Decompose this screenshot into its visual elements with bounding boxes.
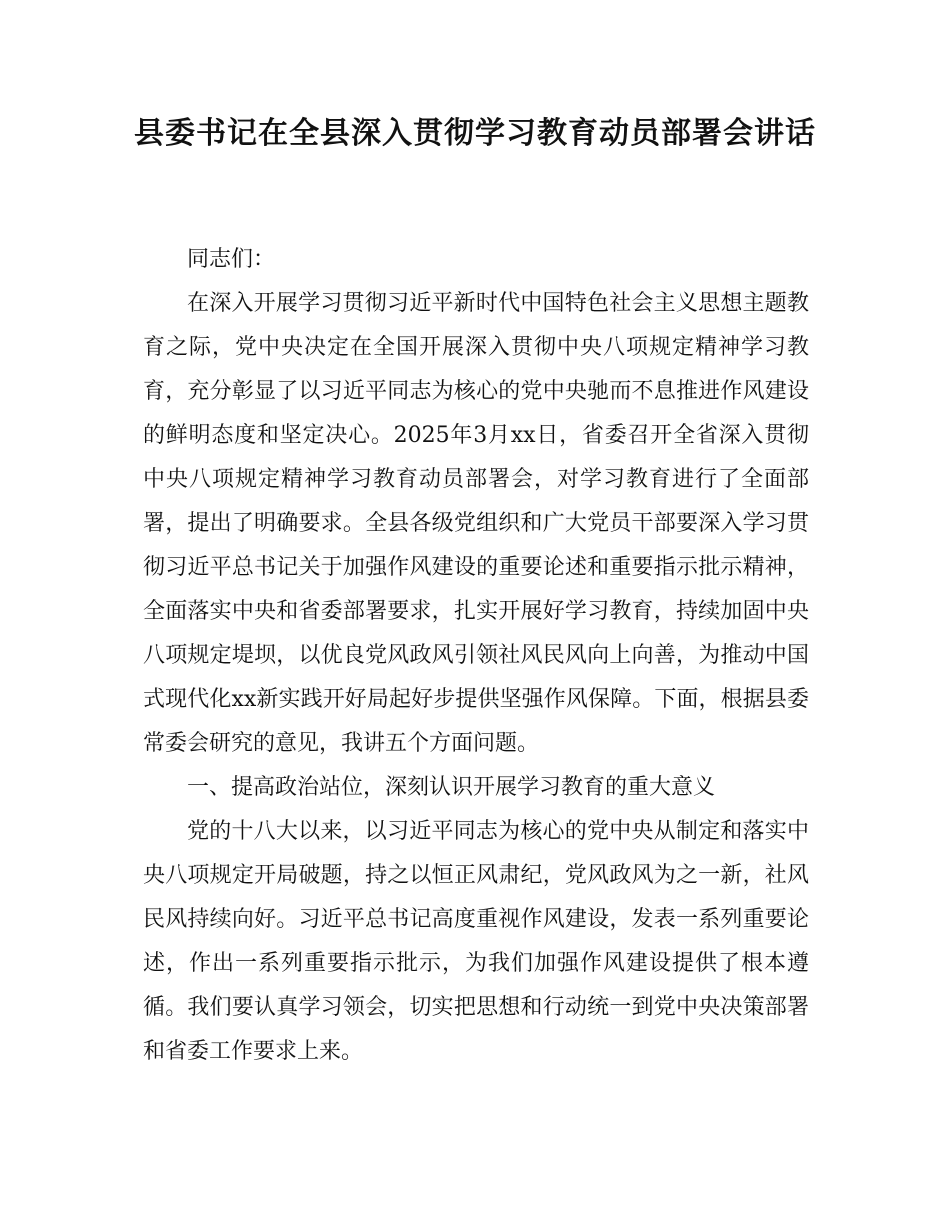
- body-paragraph: 在深入开展学习贯彻习近平新时代中国特色社会主义思想主题教育之际，党中央决定在全国开展深入贯彻中央八项规定精神学习教育，充分彰显了以习近平同志为核心的党中央驰而不息推进作风建设的鲜明态度和坚定决心。2025年3月xx日，省委召开全省深入贯彻中央八项规定精神学习教育动员部署会，对学习教育进行了全面部署，提出了明确要求。全县各级党组织和广大党员干部要深入学习贯彻习近平总书记关于加强作风建设的重要论述和重要指示批示精神，全面落实中央和省委部署要求，扎实开展好学习教育，持续加固中央八项规定堤坝，以优良党风政风引领社风民风向上向善，为推动中国式现代化xx新实践开好局起好步提供坚强作风保障。下面，根据县委常委会研究的意见，我讲五个方面问题。: [143, 291, 809, 756]
- document-body: [143, 238, 809, 1074]
- body-paragraph: 党的十八大以来，以习近平同志为核心的党中央从制定和落实中央八项规定开局破题，持之以恒正风肃纪，党风政风为之一新，社风民风持续向好。习近平总书记高度重视作风建设，发表一系列重要论述，作出一系列重要指示批示，为我们加强作风建设提供了根本遵循。我们要认真学习领会，切实把思想和行动统一到党中央决策部署和省委工作要求上来。: [143, 819, 809, 1064]
- salutation: 同志们：: [187, 247, 276, 272]
- document-title: 县委书记在全县深入贯彻学习教育动员部署会讲话: [134, 116, 816, 151]
- section-heading: 一、提高政治站位，深刻认识开展学习教育的重大意义: [187, 775, 716, 800]
